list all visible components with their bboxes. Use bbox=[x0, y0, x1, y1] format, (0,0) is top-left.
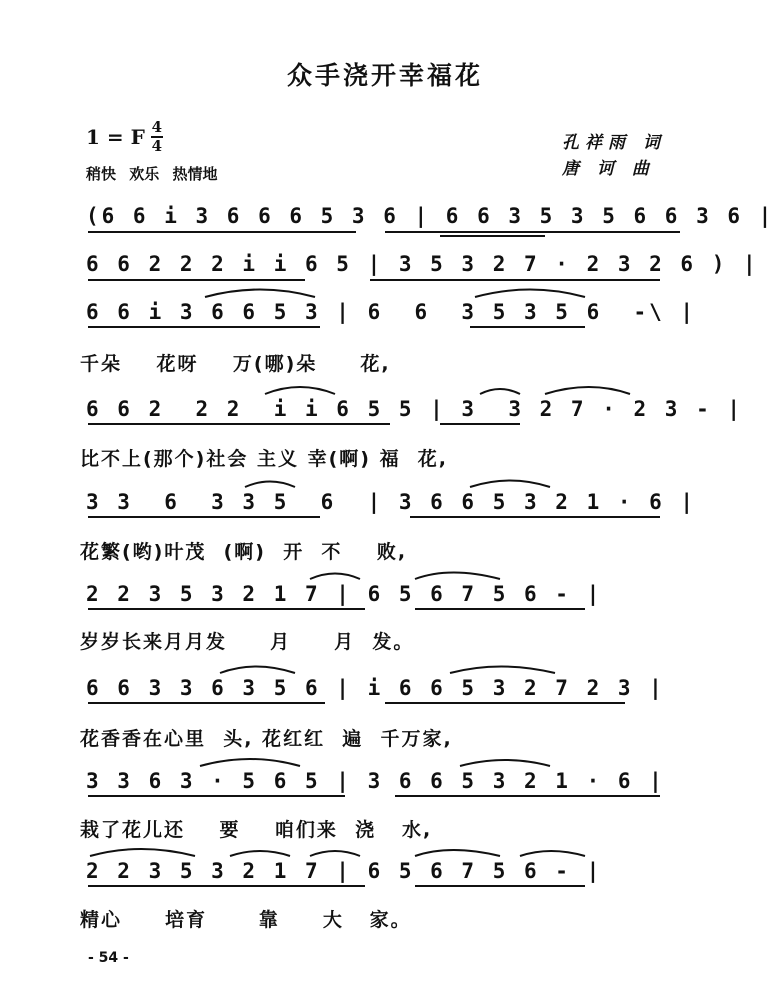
lyric-line-8: 栽了花儿还 要 咱们来 浇 水, bbox=[80, 819, 433, 841]
time-signature-top: 4 bbox=[151, 118, 163, 136]
notation-line-1: (6 6 i 3 6 6 6 5 3 6 | 6 6 3 5 3 5 6 6 3 6 | bbox=[86, 204, 774, 228]
key-label: 1 = F bbox=[86, 125, 145, 149]
notation-line-5: 3 3 6 3 3 5 6 | 3 6 6 5 3 2 1 · 6 | bbox=[86, 490, 697, 514]
notation-line-2: 6 6 2 2 2 i i 6 5 | 3 5 3 2 7 · 2 3 2 6 ) | bbox=[86, 252, 759, 276]
notation-line-8: 3 3 6 3 · 5 6 5 | 3 6 6 5 3 2 1 · 6 | bbox=[86, 769, 665, 793]
page-number: - 54 - bbox=[88, 950, 129, 966]
composer-credit: 唐 诃 曲 bbox=[562, 159, 655, 179]
song-title: 众手浇开幸福花 bbox=[286, 61, 483, 90]
lyric-line-7: 花香香在心里 头, 花红红 遍 千万家, bbox=[80, 728, 453, 750]
lyric-line-5: 花繁(哟)叶茂 (啊) 开 不 败, bbox=[80, 541, 408, 563]
lyric-line-9: 精心 培育 靠 大 家。 bbox=[80, 909, 412, 931]
lyric-line-6: 岁岁长来月月发 月 月 发。 bbox=[80, 631, 415, 653]
notation-line-9: 2 2 3 5 3 2 1 7 | 6 5 6 7 5 6 - | bbox=[86, 859, 603, 883]
notation-line-3: 6 6 i 3 6 6 5 3 | 6 6 3 5 3 5 6 -\ | bbox=[86, 300, 697, 324]
notation-line-4: 6 6 2 2 2 i i 6 5 5 | 3 3 2 7 · 2 3 - | bbox=[86, 397, 744, 421]
time-signature-bottom: 4 bbox=[151, 137, 163, 155]
lyric-line-3: 千朵 花呀 万(哪)朵 花, bbox=[80, 353, 391, 375]
notation-line-6: 2 2 3 5 3 2 1 7 | 6 5 6 7 5 6 - | bbox=[86, 582, 603, 606]
tempo-marking: 稍快 欢乐 热情地 bbox=[86, 165, 218, 183]
notation-line-7: 6 6 3 3 6 3 5 6 | i 6 6 5 3 2 7 2 3 | bbox=[86, 676, 665, 700]
lyricist-credit: 孔祥雨 词 bbox=[562, 133, 666, 153]
lyric-line-4: 比不上(那个)社会 主义 幸(啊) 福 花, bbox=[80, 448, 449, 470]
